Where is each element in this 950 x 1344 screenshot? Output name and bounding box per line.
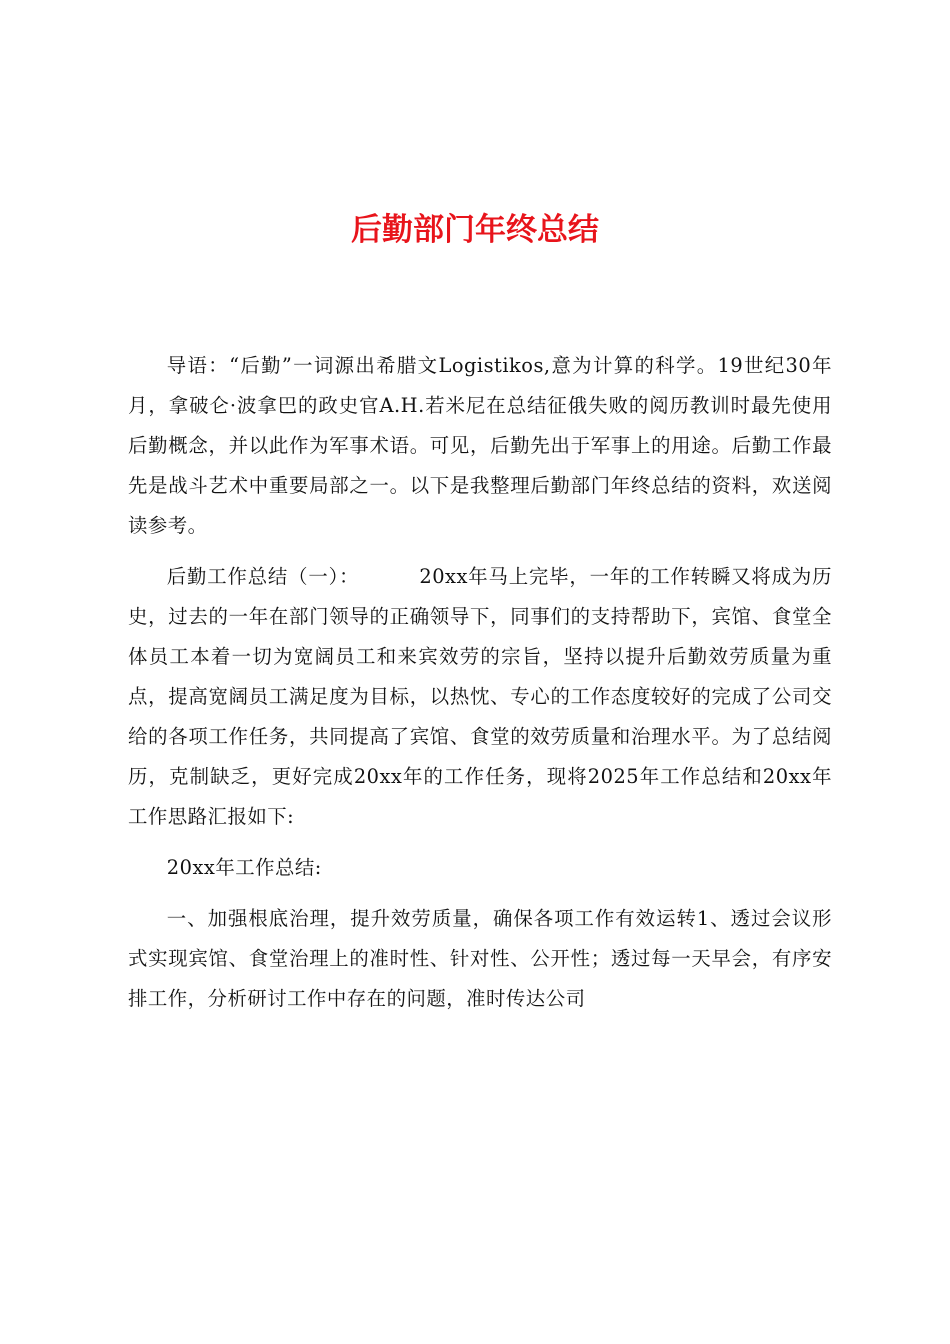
summary-heading-paragraph: 20xx年工作总结: — [166, 856, 322, 879]
intro-paragraph: 导语：“后勤”一词源出希腊文Logistikos,意为计算的科学。19世纪30年月，拿破仑·波拿巴的政史官A.H.若米尼在总结征俄失败的阅历教训时最先使用后勤概念，并以此作为军事术语。可见，后勤先出于军事上的用途。后勤工作最先是战斗艺术中重要局部之一。以下是我整理后勤部门年终总结的资料，欢送阅读参考。 — [128, 354, 832, 537]
section-heading: 后勤工作总结（一）： — [166, 565, 360, 588]
item-one-paragraph: 一、加强根底治理，提升效劳质量，确保各项工作有效运转1、透过会议形式实现宾馆、食堂治理上的准时性、针对性、公开性；透过每一天早会，有序安排工作，分析研讨工作中存在的问题，准时传达公司 — [128, 907, 832, 1010]
section-paragraph — [128, 557, 832, 837]
document-body — [128, 346, 832, 1030]
section-body-text: 20xx年马上完毕，一年的工作转瞬又将成为历史，过去的一年在部门领导的正确领导下，同事们的支持帮助下，宾馆、食堂全体员工本着一切为宽阔员工和来宾效劳的宗旨，坚持以提升后勤效劳质量为重点，提高宽阔员工满足度为目标，以热忱、专心的工作态度较好的完成了公司交给的各项工作任务，共同提高了宾馆、食堂的效劳质量和治理水平。为了总结阅历，克制缺乏，更好完成20xx年的工作任务，现将2025年工作总结和20xx年工作思路汇报如下: — [128, 565, 832, 828]
document-title: 后勤部门年终总结 — [351, 212, 599, 248]
